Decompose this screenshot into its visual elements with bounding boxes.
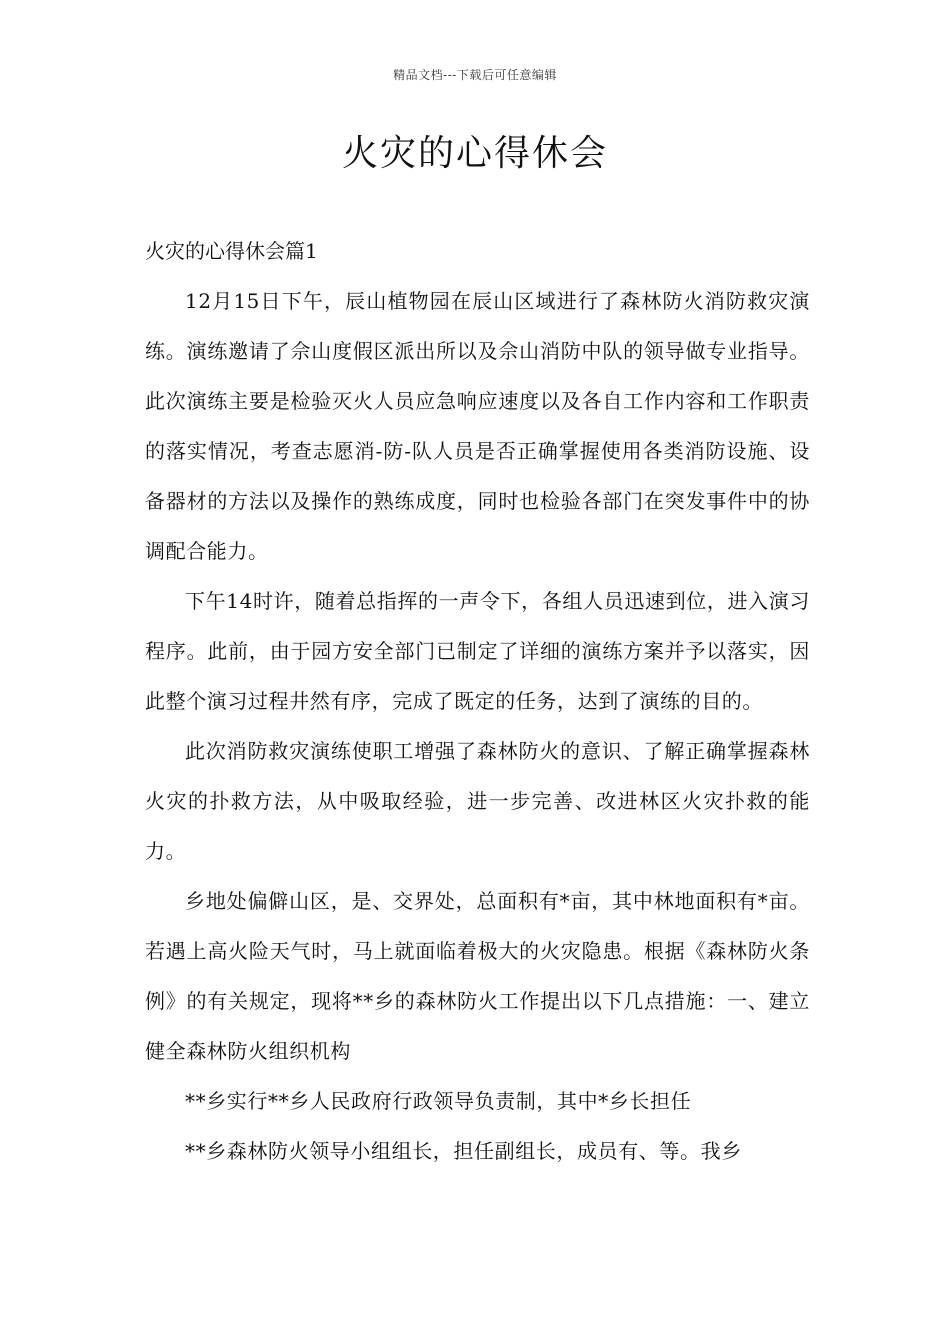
- section-heading: 火灾的心得休会篇1: [145, 239, 318, 263]
- document-title: 火灾的心得休会: [341, 133, 608, 174]
- paragraph-3: 此次消防救灾演练使职工增强了森林防火的意识、了解正确掌握森林火灾的扑救方法，从中吸取经验，进一步完善、改进林区火灾扑救的能力。: [145, 739, 810, 863]
- paragraph-2: 下午14时许，随着总指挥的一声令下，各组人员迅速到位，进入演习程序。此前，由于园方安全部门已制定了详细的演练方案并予以落实，因此整个演习过程井然有序，完成了既定的任务，达到了演练的目的。: [145, 589, 810, 713]
- header-note: 精品文档---下载后可任意编辑: [393, 68, 557, 82]
- paragraph-1: 12月15日下午，辰山植物园在辰山区域进行了森林防火消防救灾演练。演练邀请了佘山度假区派出所以及佘山消防中队的领导做专业指导。此次演练主要是检验灭火人员应急响应速度以及各自工作内容和工作职责的落实情况，考查志愿消-防-队人员是否正确掌握使用各类消防设施、设备器材的方法以及操作的熟练成度，同时也检验各部门在突发事件中的协调配合能力。: [145, 289, 810, 563]
- paragraph-5: **乡实行**乡人民政府行政领导负责制，其中*乡长担任: [185, 1089, 692, 1113]
- document-body: [145, 226, 810, 1176]
- paragraph-6: **乡森林防火领导小组组长，担任副组长，成员有、等。我乡: [185, 1139, 742, 1163]
- paragraph-4: 乡地处偏僻山区，是、交界处，总面积有*亩，其中林地面积有*亩。若遇上高火险天气时，马上就面临着极大的火灾隐患。根据《森林防火条例》的有关规定，现将**乡的森林防火工作提出以下几点措施：一、建立健全森林防火组织机构: [145, 889, 810, 1063]
